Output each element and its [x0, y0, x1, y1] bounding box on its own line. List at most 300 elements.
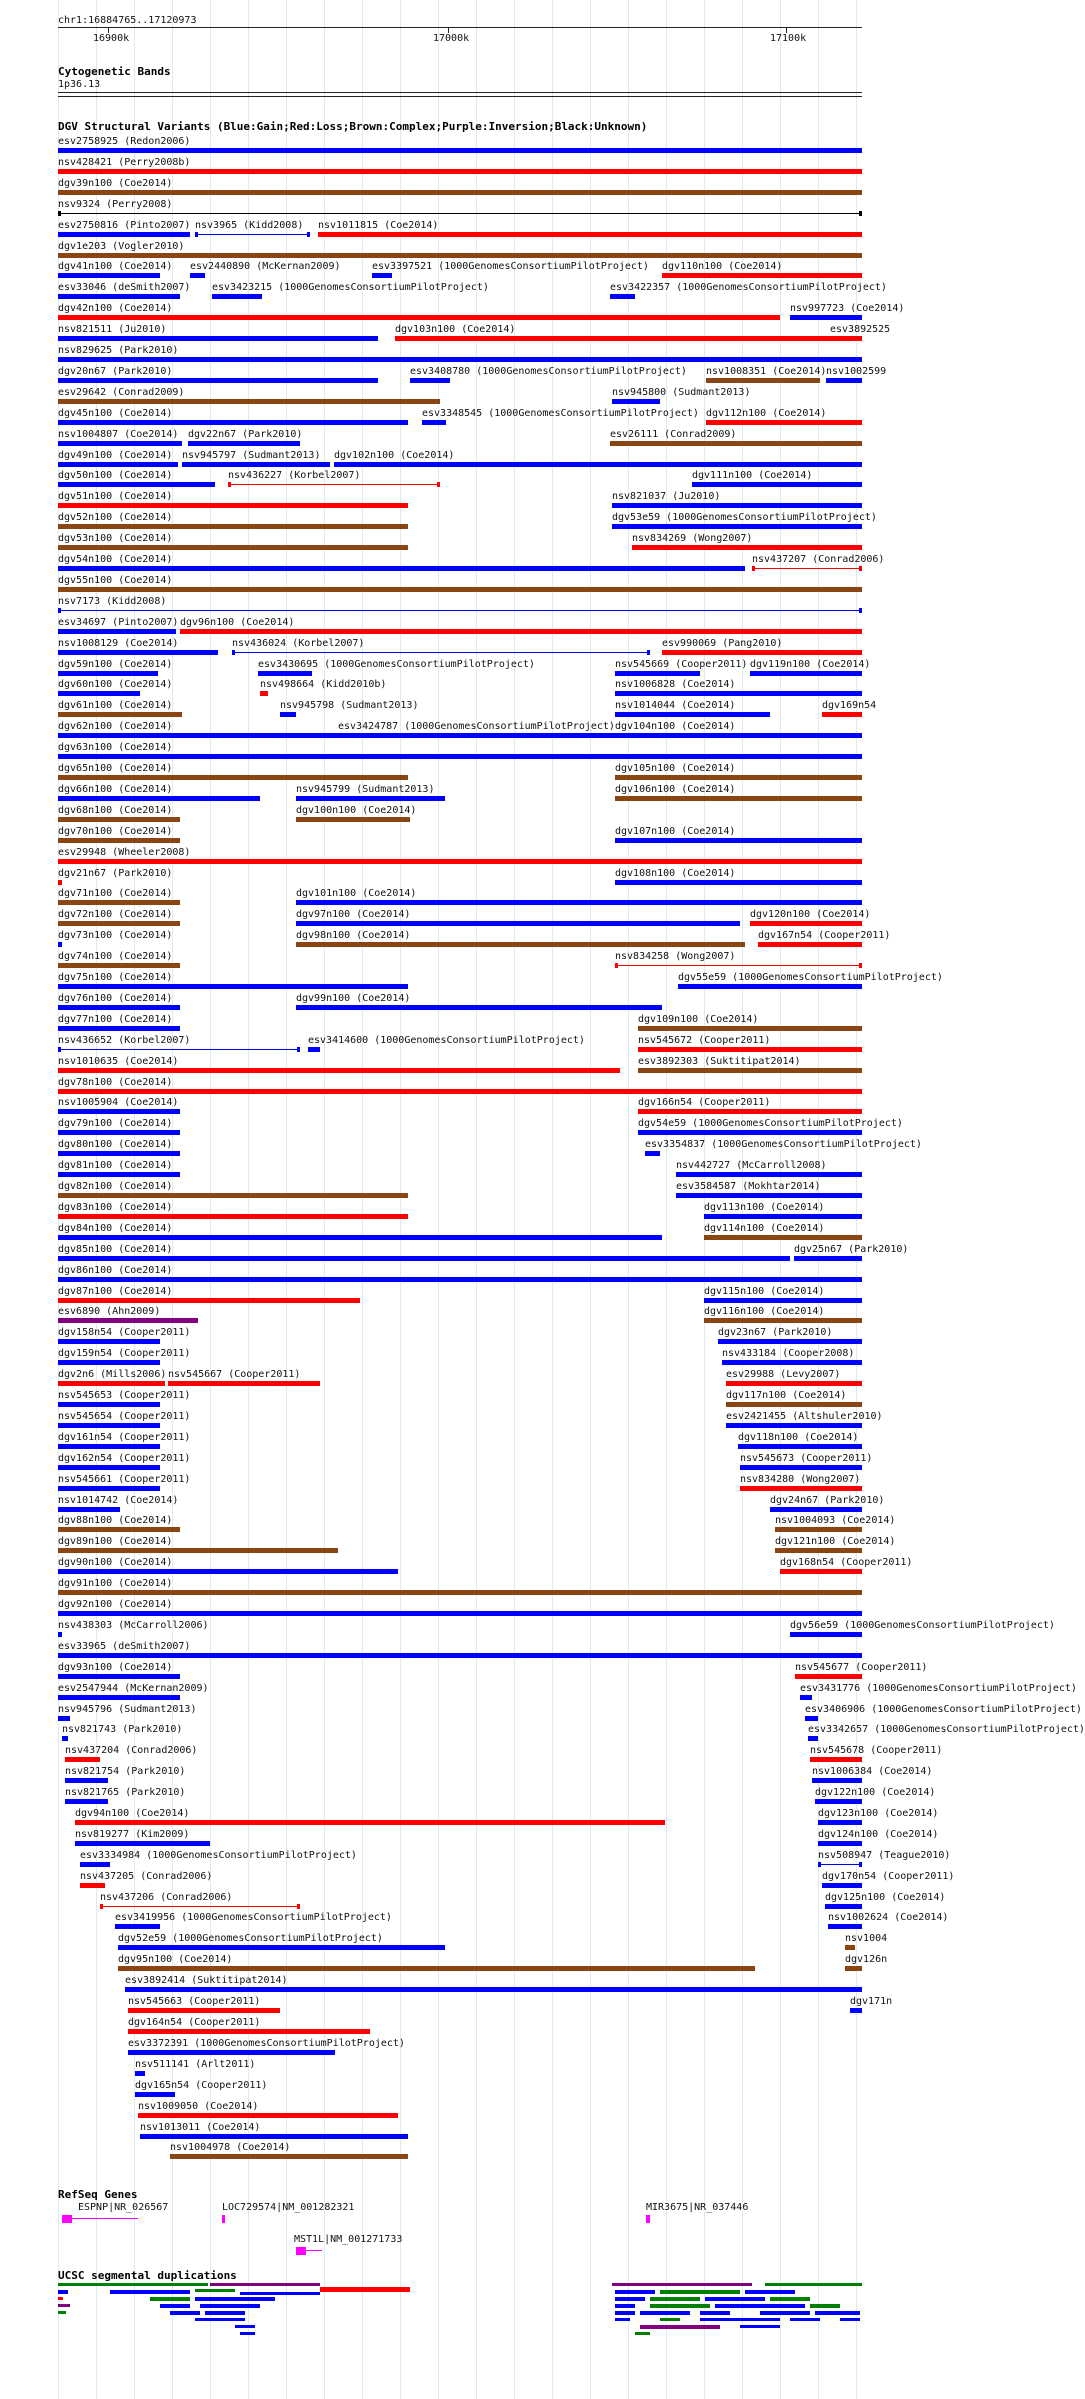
variant-label[interactable]: nsv437207 (Conrad2006) [752, 554, 885, 565]
variant-label[interactable]: esv3406906 (1000GenomesConsortiumPilotProject) [805, 1704, 1082, 1715]
variant-bar[interactable] [58, 1632, 62, 1637]
variant-bar[interactable] [75, 1820, 665, 1825]
variant-bar[interactable] [395, 336, 862, 341]
variant-label[interactable]: esv2421455 (Altshuler2010) [726, 1411, 883, 1422]
segdup-block[interactable] [205, 2311, 245, 2315]
segdup-block[interactable] [615, 2318, 630, 2321]
variant-bar[interactable] [128, 2008, 280, 2013]
variant-bar[interactable] [775, 1527, 862, 1532]
variant-bar[interactable] [752, 568, 862, 569]
variant-label[interactable]: dgv158n54 (Cooper2011) [58, 1327, 191, 1338]
variant-label[interactable]: dgv105n100 (Coe2014) [615, 763, 736, 774]
variant-label[interactable]: nsv545673 (Cooper2011) [740, 1453, 873, 1464]
variant-label[interactable]: nsv1006384 (Coe2014) [812, 1766, 933, 1777]
variant-label[interactable]: dgv116n100 (Coe2014) [704, 1306, 825, 1317]
variant-bar[interactable] [258, 671, 312, 676]
variant-label[interactable]: dgv39n100 (Coe2014) [58, 178, 173, 189]
variant-label[interactable]: dgv118n100 (Coe2014) [738, 1432, 859, 1443]
variant-bar[interactable] [58, 1590, 862, 1595]
variant-bar[interactable] [58, 1486, 160, 1491]
variant-bar[interactable] [58, 880, 62, 885]
variant-bar[interactable] [638, 1026, 862, 1031]
segdup-block[interactable] [840, 2318, 860, 2321]
gene-line[interactable] [62, 2218, 138, 2219]
variant-bar[interactable] [260, 691, 268, 696]
variant-bar[interactable] [58, 420, 408, 425]
variant-label[interactable]: nsv821765 (Park2010) [65, 1787, 186, 1798]
variant-label[interactable]: nsv1014742 (Coe2014) [58, 1495, 179, 1506]
variant-label[interactable]: dgv93n100 (Coe2014) [58, 1662, 173, 1673]
variant-label[interactable]: nsv1008351 (Coe2014) [706, 366, 827, 377]
variant-label[interactable]: dgv122n100 (Coe2014) [815, 1787, 936, 1798]
variant-label[interactable]: esv2547944 (McKernan2009) [58, 1683, 209, 1694]
variant-label[interactable]: dgv85n100 (Coe2014) [58, 1244, 173, 1255]
segdup-block[interactable] [110, 2290, 190, 2294]
segdup-block[interactable] [745, 2290, 795, 2294]
variant-label[interactable]: esv3397521 (1000GenomesConsortiumPilotProject) [372, 261, 649, 272]
variant-label[interactable]: dgv50n100 (Coe2014) [58, 470, 173, 481]
variant-label[interactable]: nsv511141 (Arlt2011) [135, 2059, 256, 2070]
variant-label[interactable]: nsv545672 (Cooper2011) [638, 1035, 771, 1046]
variant-bar[interactable] [704, 1318, 862, 1323]
variant-bar[interactable] [615, 838, 862, 843]
variant-label[interactable]: dgv125n100 (Coe2014) [825, 1892, 946, 1903]
variant-bar[interactable] [58, 1444, 160, 1449]
variant-bar[interactable] [125, 1987, 862, 1992]
variant-bar[interactable] [118, 1945, 445, 1950]
variant-bar[interactable] [58, 213, 862, 214]
variant-bar[interactable] [58, 1109, 180, 1114]
variant-bar[interactable] [334, 462, 862, 467]
variant-bar[interactable] [135, 2071, 145, 2076]
variant-label[interactable]: dgv25n67 (Park2010) [794, 1244, 909, 1255]
segdup-block[interactable] [320, 2287, 410, 2292]
segdup-block[interactable] [700, 2318, 780, 2321]
variant-label[interactable]: nsv834269 (Wong2007) [632, 533, 753, 544]
variant-label[interactable]: dgv164n54 (Cooper2011) [128, 2017, 261, 2028]
gene-exon[interactable] [62, 2215, 72, 2223]
variant-bar[interactable] [750, 921, 862, 926]
segdup-block[interactable] [640, 2325, 720, 2329]
variant-label[interactable]: nsv945798 (Sudmant2013) [280, 700, 419, 711]
variant-bar[interactable] [338, 733, 360, 738]
variant-bar[interactable] [168, 1381, 320, 1386]
variant-bar[interactable] [58, 1339, 160, 1344]
gene-label[interactable]: ESPNP|NR_026567 [78, 2202, 169, 2213]
segdup-block[interactable] [700, 2311, 730, 2315]
variant-label[interactable]: nsv1011815 (Coe2014) [318, 220, 439, 231]
variant-label[interactable]: nsv436024 (Korbel2007) [232, 638, 365, 649]
variant-bar[interactable] [615, 733, 862, 738]
segdup-block[interactable] [790, 2318, 820, 2321]
segdup-block[interactable] [240, 2292, 320, 2295]
variant-bar[interactable] [58, 671, 158, 676]
variant-label[interactable]: dgv87n100 (Coe2014) [58, 1286, 173, 1297]
variant-bar[interactable] [58, 1026, 180, 1031]
variant-label[interactable]: nsv545654 (Cooper2011) [58, 1411, 191, 1422]
variant-bar[interactable] [740, 1486, 862, 1491]
segdup-block[interactable] [615, 2290, 655, 2294]
segdup-block[interactable] [240, 2332, 255, 2335]
variant-label[interactable]: dgv124n100 (Coe2014) [818, 1829, 939, 1840]
variant-label[interactable]: dgv51n100 (Coe2014) [58, 491, 173, 502]
variant-bar[interactable] [610, 441, 862, 446]
variant-label[interactable]: esv3430695 (1000GenomesConsortiumPilotProject) [258, 659, 535, 670]
segdup-block[interactable] [58, 2290, 68, 2294]
variant-bar[interactable] [308, 1047, 320, 1052]
variant-bar[interactable] [58, 1674, 180, 1679]
variant-bar[interactable] [810, 1757, 862, 1762]
variant-bar[interactable] [58, 1130, 180, 1135]
variant-label[interactable]: dgv94n100 (Coe2014) [75, 1808, 190, 1819]
variant-bar[interactable] [612, 524, 862, 529]
variant-bar[interactable] [318, 232, 862, 237]
variant-bar[interactable] [58, 273, 160, 278]
variant-bar[interactable] [662, 650, 862, 655]
segdup-block[interactable] [58, 2283, 208, 2286]
variant-bar[interactable] [296, 921, 740, 926]
variant-bar[interactable] [58, 610, 862, 611]
variant-label[interactable]: dgv54e59 (1000GenomesConsortiumPilotProject) [638, 1118, 903, 1129]
variant-label[interactable]: dgv71n100 (Coe2014) [58, 888, 173, 899]
gene-exon[interactable] [646, 2215, 650, 2223]
variant-bar[interactable] [845, 1945, 855, 1950]
variant-label[interactable]: dgv108n100 (Coe2014) [615, 868, 736, 879]
variant-label[interactable]: nsv545669 (Cooper2011) [615, 659, 748, 670]
variant-label[interactable]: dgv89n100 (Coe2014) [58, 1536, 173, 1547]
variant-label[interactable]: dgv120n100 (Coe2014) [750, 909, 871, 920]
segdup-block[interactable] [210, 2283, 320, 2286]
variant-label[interactable]: dgv119n100 (Coe2014) [750, 659, 871, 670]
variant-label[interactable]: dgv104n100 (Coe2014) [615, 721, 736, 732]
variant-bar[interactable] [612, 399, 660, 404]
variant-bar[interactable] [58, 963, 180, 968]
variant-bar[interactable] [58, 524, 408, 529]
variant-label[interactable]: esv3431776 (1000GenomesConsortiumPilotProject) [800, 1683, 1077, 1694]
variant-bar[interactable] [678, 984, 862, 989]
segdup-block[interactable] [770, 2297, 810, 2301]
variant-bar[interactable] [704, 1298, 862, 1303]
variant-label[interactable]: nsv437204 (Conrad2006) [65, 1745, 198, 1756]
variant-label[interactable]: nsv1009050 (Coe2014) [138, 2101, 259, 2112]
variant-label[interactable]: nsv819277 (Kim2009) [75, 1829, 190, 1840]
variant-bar[interactable] [182, 462, 330, 467]
variant-label[interactable]: esv3892525 [830, 324, 891, 335]
variant-bar[interactable] [718, 1339, 862, 1344]
segdup-block[interactable] [660, 2290, 740, 2294]
variant-label[interactable]: nsv821754 (Park2010) [65, 1766, 186, 1777]
variant-bar[interactable] [58, 336, 378, 341]
variant-label[interactable]: nsv433184 (Cooper2008) [722, 1348, 855, 1359]
variant-label[interactable]: dgv167n54 (Cooper2011) [758, 930, 891, 941]
variant-bar[interactable] [58, 629, 176, 634]
variant-bar[interactable] [738, 1444, 862, 1449]
segdup-block[interactable] [650, 2304, 710, 2308]
variant-label[interactable]: dgv92n100 (Coe2014) [58, 1599, 173, 1610]
variant-label[interactable]: nsv1004 [845, 1933, 888, 1944]
variant-bar[interactable] [58, 796, 260, 801]
variant-label[interactable]: dgv55e59 (1000GenomesConsortiumPilotProject) [678, 972, 943, 983]
variant-label[interactable]: nsv1006828 (Coe2014) [615, 679, 736, 690]
segdup-block[interactable] [150, 2297, 190, 2301]
variant-bar[interactable] [58, 1465, 160, 1470]
segdup-block[interactable] [160, 2304, 190, 2308]
variant-label[interactable]: dgv59n100 (Coe2014) [58, 659, 173, 670]
variant-bar[interactable] [58, 315, 780, 320]
variant-label[interactable]: dgv162n54 (Cooper2011) [58, 1453, 191, 1464]
segdup-block[interactable] [195, 2297, 275, 2301]
segdup-block[interactable] [170, 2311, 200, 2315]
variant-label[interactable]: dgv23n67 (Park2010) [718, 1327, 833, 1338]
variant-bar[interactable] [58, 1527, 180, 1532]
variant-bar[interactable] [58, 1256, 790, 1261]
variant-label[interactable]: esv3419956 (1000GenomesConsortiumPilotProject) [115, 1912, 392, 1923]
segdup-block[interactable] [810, 2304, 840, 2308]
gene-label[interactable]: MIR3675|NR_037446 [646, 2202, 749, 2213]
variant-bar[interactable] [845, 1966, 862, 1971]
variant-bar[interactable] [58, 775, 408, 780]
variant-label[interactable]: esv3334984 (1000GenomesConsortiumPilotProject) [80, 1850, 357, 1861]
variant-label[interactable]: esv3424787 (1000GenomesConsortiumPilotProject) [338, 721, 615, 732]
variant-bar[interactable] [615, 691, 862, 696]
variant-label[interactable]: dgv169n54 [822, 700, 877, 711]
variant-label[interactable]: nsv9324 (Perry2008) [58, 199, 173, 210]
variant-label[interactable]: dgv112n100 (Coe2014) [706, 408, 827, 419]
segdup-block[interactable] [235, 2325, 255, 2328]
variant-bar[interactable] [58, 294, 180, 299]
variant-label[interactable]: esv3423215 (1000GenomesConsortiumPilotProject) [212, 282, 489, 293]
variant-bar[interactable] [662, 273, 862, 278]
variant-label[interactable]: nsv7173 (Kidd2008) [58, 596, 167, 607]
variant-bar[interactable] [808, 1736, 818, 1741]
variant-label[interactable]: nsv945797 (Sudmant2013) [182, 450, 321, 461]
segdup-block[interactable] [58, 2311, 66, 2314]
variant-bar[interactable] [615, 671, 700, 676]
variant-bar[interactable] [58, 482, 215, 487]
variant-label[interactable]: dgv161n54 (Cooper2011) [58, 1432, 191, 1443]
variant-bar[interactable] [795, 1674, 862, 1679]
segdup-block[interactable] [58, 2297, 63, 2300]
variant-label[interactable]: esv33046 (deSmith2007) [58, 282, 191, 293]
variant-label[interactable]: nsv1004978 (Coe2014) [170, 2142, 291, 2153]
variant-bar[interactable] [58, 1214, 408, 1219]
variant-bar[interactable] [58, 1653, 862, 1658]
variant-label[interactable]: dgv79n100 (Coe2014) [58, 1118, 173, 1129]
variant-label[interactable]: dgv56e59 (1000GenomesConsortiumPilotProject) [790, 1620, 1055, 1631]
variant-bar[interactable] [372, 273, 392, 278]
variant-bar[interactable] [850, 2008, 862, 2013]
segdup-block[interactable] [58, 2304, 70, 2307]
gene-label[interactable]: LOC729574|NM_001282321 [222, 2202, 355, 2213]
variant-label[interactable]: nsv1002599 [826, 366, 887, 377]
variant-bar[interactable] [815, 1799, 862, 1804]
variant-label[interactable]: esv3372391 (1000GenomesConsortiumPilotProject) [128, 2038, 405, 2049]
segdup-block[interactable] [200, 2304, 260, 2308]
variant-bar[interactable] [80, 1862, 110, 1867]
variant-label[interactable]: dgv159n54 (Cooper2011) [58, 1348, 191, 1359]
variant-label[interactable]: dgv98n100 (Coe2014) [296, 930, 411, 941]
variant-label[interactable]: dgv114n100 (Coe2014) [704, 1223, 825, 1234]
variant-label[interactable]: dgv65n100 (Coe2014) [58, 763, 173, 774]
variant-label[interactable]: esv3892414 (Suktitipat2014) [125, 1975, 288, 1986]
variant-label[interactable]: nsv1004093 (Coe2014) [775, 1515, 896, 1526]
variant-bar[interactable] [58, 900, 180, 905]
variant-bar[interactable] [638, 1047, 862, 1052]
variant-label[interactable]: dgv102n100 (Coe2014) [334, 450, 455, 461]
variant-label[interactable]: dgv75n100 (Coe2014) [58, 972, 173, 983]
variant-bar[interactable] [58, 545, 408, 550]
variant-label[interactable]: dgv77n100 (Coe2014) [58, 1014, 173, 1025]
variant-bar[interactable] [75, 1841, 210, 1846]
variant-bar[interactable] [58, 942, 62, 947]
variant-bar[interactable] [706, 378, 820, 383]
variant-label[interactable]: nsv829625 (Park2010) [58, 345, 179, 356]
variant-bar[interactable] [65, 1799, 108, 1804]
segdup-block[interactable] [760, 2311, 810, 2315]
variant-label[interactable]: nsv545667 (Cooper2011) [168, 1369, 301, 1380]
variant-label[interactable]: esv6890 (Ahn2009) [58, 1306, 161, 1317]
variant-label[interactable]: nsv442727 (McCarroll2008) [676, 1160, 827, 1171]
variant-bar[interactable] [704, 1235, 862, 1240]
variant-label[interactable]: esv29948 (Wheeler2008) [58, 847, 191, 858]
variant-label[interactable]: nsv834258 (Wong2007) [615, 951, 736, 962]
variant-label[interactable]: dgv70n100 (Coe2014) [58, 826, 173, 837]
variant-bar[interactable] [612, 503, 862, 508]
variant-label[interactable]: dgv126n [845, 1954, 888, 1965]
variant-bar[interactable] [296, 942, 745, 947]
variant-bar[interactable] [58, 566, 745, 571]
variant-bar[interactable] [726, 1402, 862, 1407]
variant-label[interactable]: nsv821511 (Ju2010) [58, 324, 167, 335]
variant-bar[interactable] [135, 2092, 175, 2097]
variant-bar[interactable] [58, 1235, 662, 1240]
variant-label[interactable]: dgv21n67 (Park2010) [58, 868, 173, 879]
variant-label[interactable]: dgv24n67 (Park2010) [770, 1495, 885, 1506]
variant-bar[interactable] [830, 336, 862, 341]
variant-bar[interactable] [58, 190, 862, 195]
variant-bar[interactable] [296, 817, 410, 822]
variant-bar[interactable] [812, 1778, 862, 1783]
variant-bar[interactable] [138, 2113, 398, 2118]
variant-label[interactable]: esv26111 (Conrad2009) [610, 429, 737, 440]
segdup-block[interactable] [615, 2311, 635, 2315]
variant-label[interactable]: dgv53e59 (1000GenomesConsortiumPilotProject) [612, 512, 877, 523]
variant-label[interactable]: dgv117n100 (Coe2014) [726, 1390, 847, 1401]
variant-bar[interactable] [58, 1611, 862, 1616]
variant-label[interactable]: dgv2n6 (Mills2006) [58, 1369, 167, 1380]
variant-label[interactable]: nsv1008129 (Coe2014) [58, 638, 179, 649]
variant-label[interactable]: esv3422357 (1000GenomesConsortiumPilotProject) [610, 282, 887, 293]
variant-bar[interactable] [228, 484, 440, 485]
variant-bar[interactable] [170, 2154, 408, 2159]
variant-bar[interactable] [726, 1381, 862, 1386]
variant-label[interactable]: dgv53n100 (Coe2014) [58, 533, 173, 544]
variant-label[interactable]: dgv61n100 (Coe2014) [58, 700, 173, 711]
variant-bar[interactable] [128, 2029, 370, 2034]
variant-bar[interactable] [692, 482, 862, 487]
variant-label[interactable]: nsv1004807 (Coe2014) [58, 429, 179, 440]
segdup-block[interactable] [615, 2304, 635, 2308]
variant-bar[interactable] [638, 1068, 862, 1073]
variant-label[interactable]: dgv63n100 (Coe2014) [58, 742, 173, 753]
variant-label[interactable]: nsv1002624 (Coe2014) [828, 1912, 949, 1923]
variant-label[interactable]: dgv109n100 (Coe2014) [638, 1014, 759, 1025]
variant-label[interactable]: nsv821037 (Ju2010) [612, 491, 721, 502]
variant-bar[interactable] [58, 1068, 620, 1073]
segdup-block[interactable] [660, 2318, 680, 2321]
variant-label[interactable]: dgv68n100 (Coe2014) [58, 805, 173, 816]
variant-bar[interactable] [822, 712, 862, 717]
gene-exon[interactable] [296, 2247, 306, 2255]
variant-label[interactable]: dgv166n54 (Cooper2011) [638, 1097, 771, 1108]
variant-label[interactable]: esv2750816 (Pinto2007) [58, 220, 191, 231]
variant-label[interactable]: esv2440890 (McKernan2009) [190, 261, 341, 272]
variant-bar[interactable] [180, 629, 862, 634]
variant-label[interactable]: dgv83n100 (Coe2014) [58, 1202, 173, 1213]
segdup-block[interactable] [640, 2311, 690, 2315]
variant-bar[interactable] [58, 984, 408, 989]
variant-label[interactable]: nsv945799 (Sudmant2013) [296, 784, 435, 795]
variant-label[interactable]: nsv436227 (Korbel2007) [228, 470, 361, 481]
variant-label[interactable]: nsv498664 (Kidd2010b) [260, 679, 387, 690]
variant-bar[interactable] [212, 294, 262, 299]
segdup-block[interactable] [815, 2311, 860, 2315]
variant-bar[interactable] [58, 859, 862, 864]
variant-label[interactable]: dgv99n100 (Coe2014) [296, 993, 411, 1004]
variant-label[interactable]: nsv1014044 (Coe2014) [615, 700, 736, 711]
segdup-block[interactable] [615, 2297, 645, 2301]
variant-label[interactable]: dgv165n54 (Cooper2011) [135, 2080, 268, 2091]
variant-bar[interactable] [615, 965, 862, 966]
variant-bar[interactable] [704, 1214, 862, 1219]
variant-label[interactable]: dgv81n100 (Coe2014) [58, 1160, 173, 1171]
variant-bar[interactable] [58, 148, 862, 153]
variant-bar[interactable] [58, 357, 862, 362]
variant-bar[interactable] [58, 169, 862, 174]
variant-label[interactable]: dgv96n100 (Coe2014) [180, 617, 295, 628]
variant-label[interactable]: dgv103n100 (Coe2014) [395, 324, 516, 335]
variant-label[interactable]: dgv41n100 (Coe2014) [58, 261, 173, 272]
variant-bar[interactable] [632, 545, 862, 550]
variant-bar[interactable] [58, 1423, 160, 1428]
variant-bar[interactable] [800, 1695, 812, 1700]
variant-bar[interactable] [826, 378, 862, 383]
segdup-block[interactable] [715, 2304, 805, 2308]
segdup-block[interactable] [740, 2325, 780, 2328]
variant-bar[interactable] [58, 1151, 180, 1156]
variant-label[interactable]: dgv110n100 (Coe2014) [662, 261, 783, 272]
variant-bar[interactable] [676, 1193, 862, 1198]
variant-bar[interactable] [58, 1507, 120, 1512]
variant-bar[interactable] [190, 273, 205, 278]
variant-bar[interactable] [645, 1151, 660, 1156]
gene-exon[interactable] [222, 2215, 225, 2223]
variant-bar[interactable] [232, 652, 650, 653]
variant-bar[interactable] [58, 1089, 862, 1094]
variant-label[interactable]: nsv545661 (Cooper2011) [58, 1474, 191, 1485]
variant-bar[interactable] [62, 1736, 68, 1741]
variant-bar[interactable] [638, 1109, 862, 1114]
variant-bar[interactable] [58, 1193, 408, 1198]
variant-bar[interactable] [100, 1906, 300, 1907]
variant-bar[interactable] [58, 587, 862, 592]
variant-bar[interactable] [195, 234, 310, 235]
segdup-block[interactable] [765, 2283, 862, 2286]
variant-bar[interactable] [615, 796, 862, 801]
variant-bar[interactable] [410, 378, 450, 383]
variant-bar[interactable] [780, 1569, 862, 1574]
variant-bar[interactable] [58, 754, 862, 759]
